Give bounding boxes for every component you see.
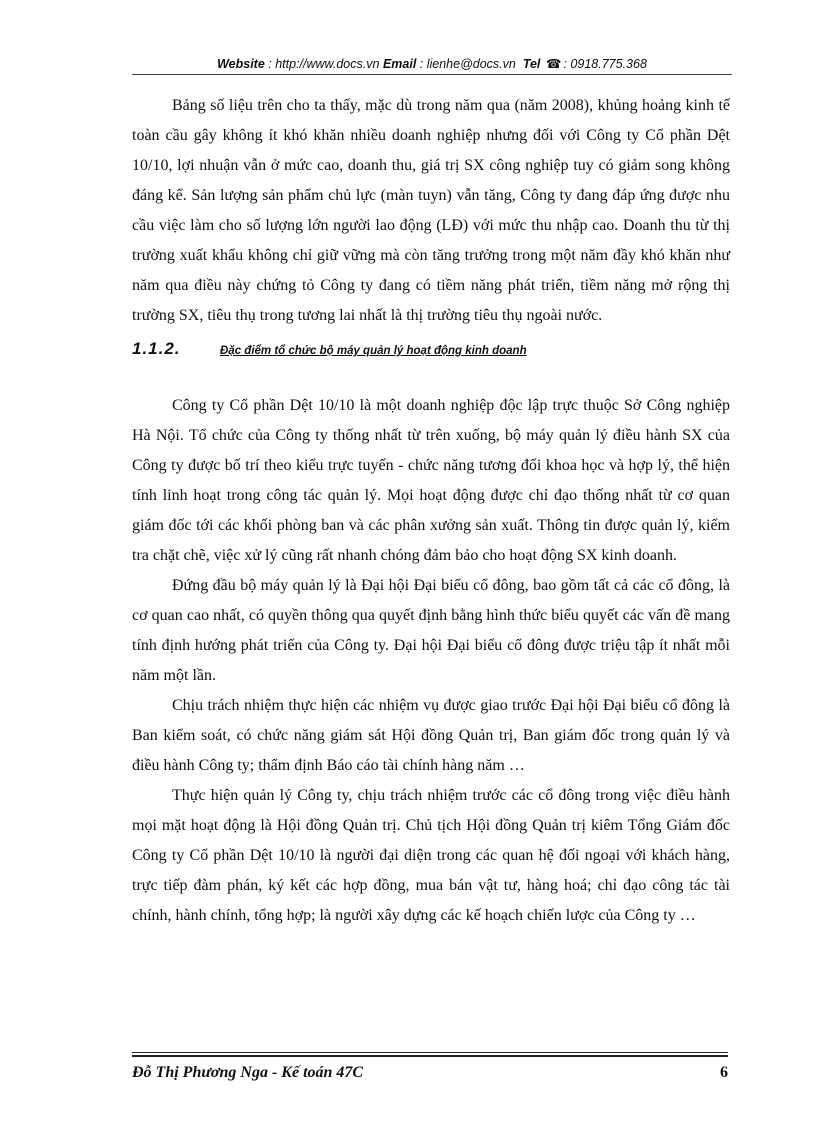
page-header	[132, 56, 732, 71]
phone-icon: ☎	[545, 57, 562, 71]
section-heading	[132, 334, 730, 370]
paragraph-intro: Bảng số liệu trên cho ta thấy, mặc dù trong năm qua (năm 2008), khủng hoảng kinh tế toàn cầu gây không ít khó khăn nhiều doanh nghiệp nhưng đối với Công ty Cổ phần Dệt 10/10, lợi nhuận vẫn ở mức cao, doanh thu, giá trị SX công nghiệp tuy có giảm song không đáng kể. Sản lượng sản phẩm chủ lực (màn tuyn) vẫn tăng, Công ty đang đáp ứng được nhu cầu việc làm cho số lượng lớn người lao động (LĐ) với mức thu nhập cao. Doanh thu từ thị trường xuất khẩu không chỉ giữ vững mà còn tăng trưởng trong một năm đầy khó khăn như năm qua điều này chứng tỏ Công ty đang có tiềm năng phát triển, tiềm năng mở rộng thị trường SX, tiêu thụ trong tương lai nhất là thị trường tiêu thụ ngoài nước.	[132, 97, 730, 324]
footer-divider-thick	[132, 1055, 728, 1057]
footer-divider-thin	[132, 1052, 728, 1053]
website-label: Website	[217, 57, 265, 71]
section-title: Đặc điểm tổ chức bộ máy quản lý hoạt động kinh doanh	[220, 345, 527, 357]
tel-label: Tel	[522, 57, 541, 71]
paragraph: Thực hiện quản lý Công ty, chịu trách nhiệm trước các cổ đông trong việc điều hành mọi mặt hoạt động là Hội đồng Quản trị. Chủ tịch Hội đồng Quản trị kiêm Tổng Giám đốc Công ty Cổ phần Dệt 10/10 là người đại diện trong các quan hệ đối ngoại với khách hàng, trực tiếp đàm phán, ký kết các hợp đồng, mua bán vật tư, hàng hoá; chỉ đạo công tác tài chính, hành chính, tổng hợp; là người xây dựng các kế hoạch chiến lược của Công ty …	[132, 787, 730, 924]
footer-author: Đỗ Thị Phương Nga - Kế toán 47C	[132, 1064, 364, 1081]
website-url[interactable]: : http://www.docs.vn	[268, 57, 380, 71]
paragraph: Công ty Cổ phần Dệt 10/10 là một doanh nghiệp độc lập trực thuộc Sở Công nghiệp Hà Nội. Tổ chức của Công ty thống nhất từ trên xuống, bộ máy quản lý điều hành SX của Công ty được bố trí theo kiểu trực tuyến - chức năng tương đối khoa học và hợp lý, thể hiện tính linh hoạt trong công tác quản lý. Mọi hoạt động được chỉ đạo thống nhất từ cơ quan giám đốc tới các khối phòng ban và các phân xưởng sản xuất. Thông tin được quản lý, kiểm tra chặt chẽ, việc xử lý cũng rất nhanh chóng đảm bảo cho hoạt động SX kinh doanh.	[132, 397, 730, 564]
tel-value: : 0918.775.368	[563, 57, 647, 71]
paragraph: Chịu trách nhiệm thực hiện các nhiệm vụ được giao trước Đại hội Đại biểu cổ đông là Ban kiểm soát, có chức năng giám sát Hội đồng Quản trị, Ban giám đốc trong quản lý và điều hành Công ty; thẩm định Báo cáo tài chính hàng năm …	[132, 697, 730, 774]
email-label: Email	[382, 57, 417, 71]
email-value[interactable]: : lienhe@docs.vn	[419, 57, 516, 71]
page-number: 6	[720, 1064, 728, 1081]
paragraph: Đứng đầu bộ máy quản lý là Đại hội Đại biểu cổ đông, bao gồm tất cả các cổ đông, là cơ quan cao nhất, có quyền thông qua quyết định bằng hình thức biểu quyết các vấn đề mang tính định hướng phát triển của Công ty. Đại hội Đại biểu cổ đông được triệu tập ít nhất mỗi năm một lần.	[132, 577, 730, 684]
section-number: 1.1.2.	[132, 339, 181, 358]
document-body	[132, 91, 730, 931]
header-divider	[132, 74, 732, 75]
